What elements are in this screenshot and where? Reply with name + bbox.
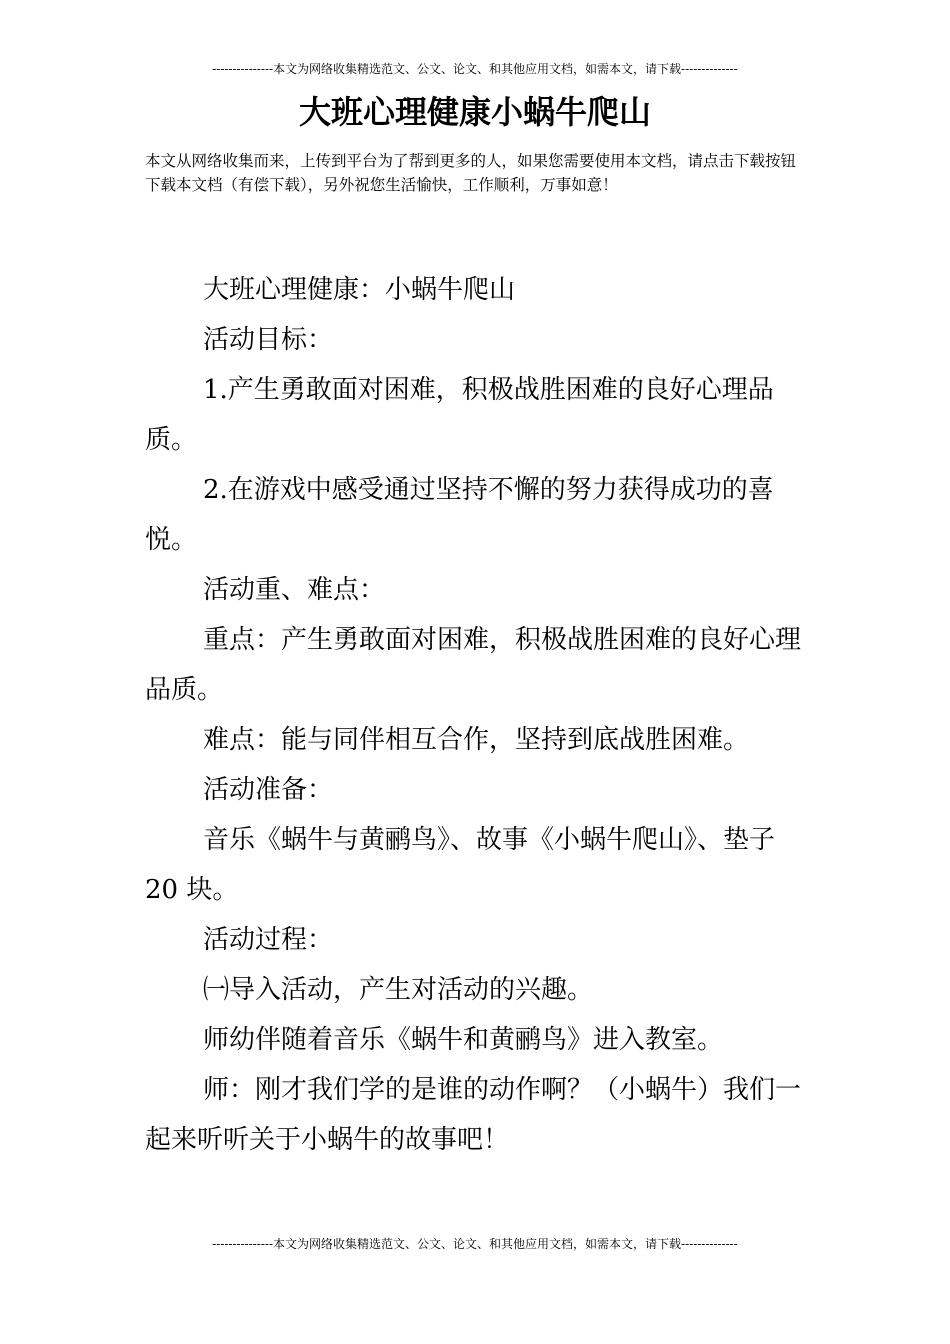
paragraph-key-point: 重点：产生勇敢面对困难，积极战胜困难的良好心理品质。: [145, 625, 802, 705]
document-title: 大班心理健康小蜗牛爬山: [298, 93, 651, 131]
paragraph-step-1: ㈠导入活动，产生对活动的兴趣。: [203, 975, 594, 1005]
paragraph-goal-1: 1.产生勇敢面对困难，积极战胜困难的良好心理品质。: [145, 375, 774, 455]
download-notice: 本文从网络收集而来，上传到平台为了帮到更多的人，如果您需要使用本文档，请点击下载按钮下载本文档（有偿下载），另外祝您生活愉快，工作顺利，万事如意！: [145, 152, 797, 194]
paragraph-teacher-question: 师：刚才我们学的是谁的动作啊？（小蜗牛）我们一起来听听关于小蜗牛的故事吧！: [145, 1075, 802, 1155]
document-body: [145, 265, 810, 1165]
paragraph-preparation: 音乐《蜗牛与黄鹂鸟》、故事《小蜗牛爬山》、垫子 20 块。: [145, 825, 776, 905]
paragraph-heading: 大班心理健康：小蜗牛爬山: [203, 275, 516, 305]
paragraph-key-points-label: 活动重、难点：: [203, 575, 386, 605]
paragraph-difficulty: 难点：能与同伴相互合作，坚持到底战胜困难。: [203, 725, 750, 755]
paragraph-process-label: 活动过程：: [203, 925, 334, 955]
paragraph-music-entry: 师幼伴随着音乐《蜗牛和黄鹂鸟》进入教室。: [203, 1025, 724, 1055]
footer-banner: ---------------本文为网络收集精选范文、公文、论文、和其他应用文档，如需本文，请下载--------------: [212, 1237, 738, 1251]
paragraph-preparation-label: 活动准备：: [203, 775, 334, 805]
paragraph-goal-2: 2.在游戏中感受通过坚持不懈的努力获得成功的喜悦。: [145, 475, 774, 555]
header-banner: ---------------本文为网络收集精选范文、公文、论文、和其他应用文档，如需本文，请下载--------------: [212, 62, 738, 76]
paragraph-goals-label: 活动目标：: [203, 325, 334, 355]
